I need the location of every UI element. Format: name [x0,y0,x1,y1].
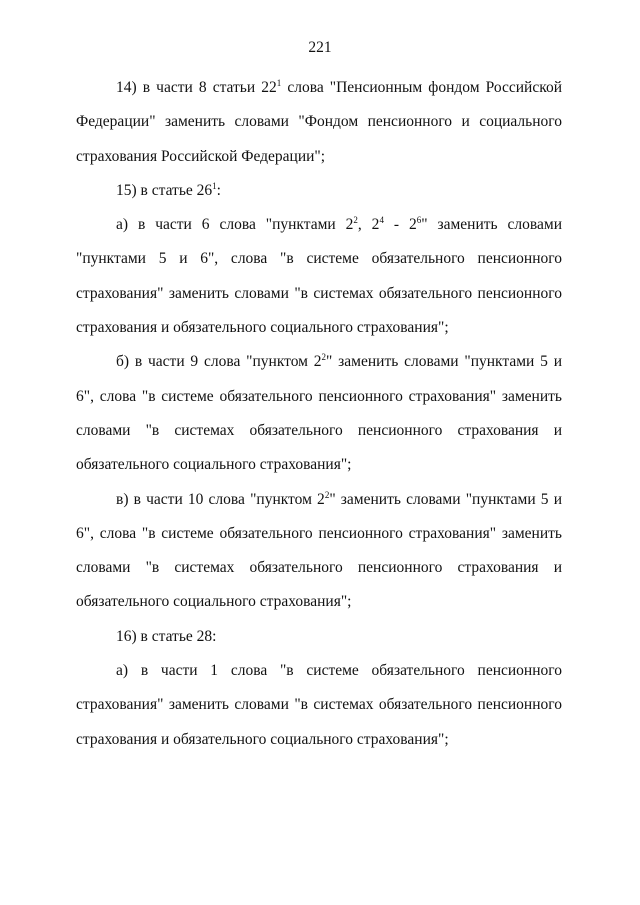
document-body [76,71,562,757]
paragraph-16-a: а) в части 1 слова "в системе обязательного пенсионного страхования" заменить словами "в системах обязательного пенсионного страхования и обязательного социального страхования"; [76,662,562,748]
paragraph-14: 14) в части 8 статьи $22^1$ слова "Пенсионным фондом Российской Федерации" заменить словами "Фондом пенсионного и социального страхования Российской Федерации"; [76,78,563,165]
paragraph-15-a: а) в части 6 слова "пунктами $2^2$, $2^4 - 2^6$" заменить словами "пунктами 5 и 6", слова "в системе обязательного пенсионного страхования" заменить словами "в системах обязательного пенсионного страхования и обязательного социального страхования"; [76,215,562,337]
paragraph-15-v: в) в части 10 слова "пунктом $2^2$" заменить словами "пунктами 5 и 6", слова "в системе обязательного пенсионного страхования" заменить словами "в системах обязательного пенсионного страхования и обязательного социального страхования"; [76,489,562,611]
paragraph-15-heading: 15) в статье $26^1$: [116,180,221,199]
paragraph-15-b: б) в части 9 слова "пунктом $2^2$" заменить словами "пунктами 5 и 6", слова "в системе обязательного пенсионного страхования" заменить словами "в системах обязательного пенсионного страхования и обязательного социального страхования"; [76,352,562,474]
page-number: 221 [308,39,332,56]
paragraph-16-heading: 16) в статье 28: [116,627,217,645]
